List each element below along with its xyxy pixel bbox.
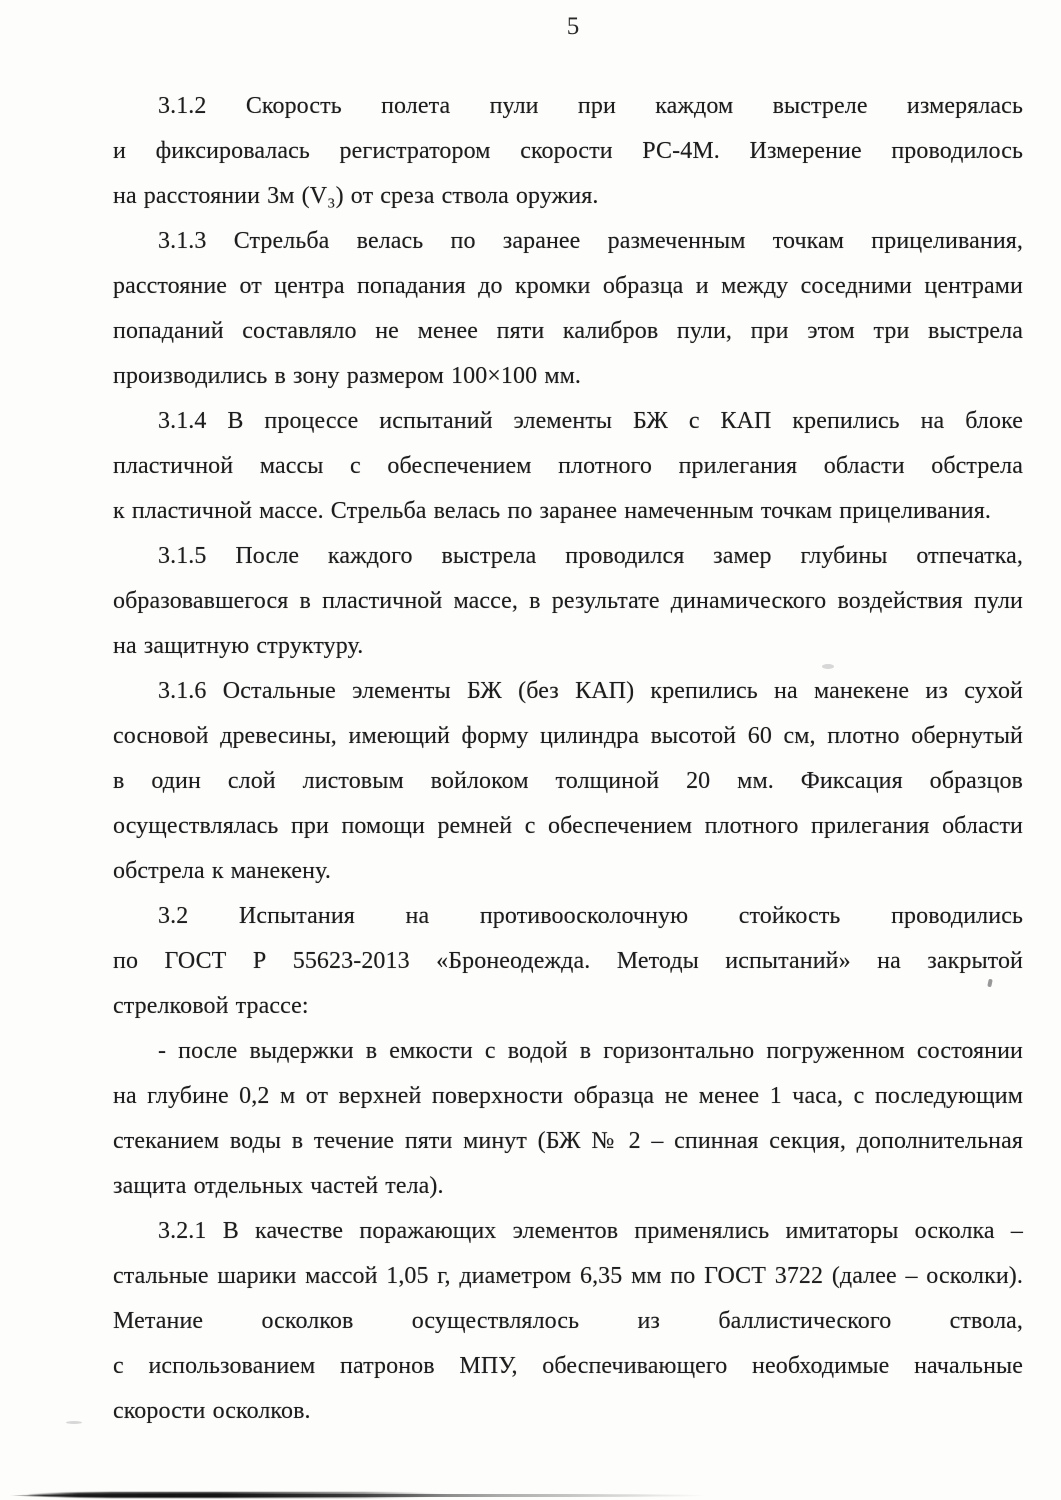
text-line: сосновой древесины, имеющий форму цилиндра высотой 60 см, плотно обернутый — [113, 723, 1023, 749]
text-line: пластичной массы с обеспечением плотного прилегания области обстрела — [113, 453, 1023, 479]
text-line: расстояние от центра попадания до кромки образца и между соседними центрами — [113, 273, 1023, 299]
text-line: защита отдельных частей тела). — [113, 1173, 444, 1199]
text-line: с использованием патронов МПУ, обеспечивающего необходимые начальные — [113, 1353, 1023, 1379]
text-line: 3.2.1 В качестве поражающих элементов применялись имитаторы осколка – — [158, 1218, 1023, 1244]
text-line: на глубине 0,2 м от верхней поверхности образца не менее 1 часа, с последующим — [113, 1083, 1023, 1109]
text-line: и фиксировалась регистратором скорости РС-4М. Измерение проводилось — [113, 138, 1023, 164]
text-line: стеканием воды в течение пяти минут (БЖ № 2 – спинная секция, дополнительная — [113, 1128, 1023, 1154]
scan-artifact-speck — [66, 1421, 82, 1424]
paragraph-3-1-2 — [113, 84, 1023, 219]
text-line: 3.1.6 Остальные элементы БЖ (без КАП) крепились на манекене из сухой — [158, 678, 1023, 704]
text-line: Метание осколков осуществлялось из баллистического ствола, — [113, 1308, 1023, 1334]
paragraph-3-1-6 — [113, 669, 1023, 894]
paragraph-dash-item-water-soak — [113, 1029, 1023, 1209]
scan-artifact-speck — [822, 664, 834, 669]
text-line: производились в зону размером 100×100 мм. — [113, 363, 582, 389]
paragraph-3-2 — [113, 894, 1023, 1029]
paragraph-3-1-3 — [113, 219, 1023, 399]
text-line: обстрела к манекену. — [113, 858, 331, 884]
text-line: в один слой листовым войлоком толщиной 20 мм. Фиксация образцов — [113, 768, 1023, 794]
text-line: образовавшегося в пластичной массе, в результате динамического воздействия пули — [113, 588, 1023, 614]
text-line: 3.1.2 Скорость полета пули при каждом выстреле измерялась — [158, 93, 1023, 119]
text-line: по ГОСТ Р 55623-2013 «Бронеодежда. Методы испытаний» на закрытой — [113, 948, 1023, 974]
text-line: скорости осколков. — [113, 1398, 311, 1424]
text-line: к пластичной массе. Стрельба велась по заранее намеченным точкам прицеливания. — [113, 498, 991, 524]
text-line: - после выдержки в емкости с водой в горизонтально погруженном состоянии — [158, 1038, 1023, 1064]
text-line: 3.1.3 Стрельба велась по заранее размеченным точкам прицеливания, — [158, 228, 1023, 254]
text-line: 3.2 Испытания на противоосколочную стойкость проводились — [158, 903, 1023, 929]
text-line: на защитную структуру. — [113, 633, 364, 659]
text-line: на расстоянии 3м (V₃) от среза ствола оружия. — [113, 183, 599, 209]
page-number: 5 — [566, 13, 580, 40]
text-line: 3.1.4 В процессе испытаний элементы БЖ с КАП крепились на блоке — [158, 408, 1023, 434]
paragraph-3-1-5 — [113, 534, 1023, 669]
document-body — [113, 84, 1023, 1434]
text-line: стрелковой трассе: — [113, 993, 309, 1019]
text-line: стальные шарики массой 1,05 г, диаметром 6,35 мм по ГОСТ 3722 (далее – осколки). — [113, 1263, 1023, 1289]
text-line: осуществлялась при помощи ремней с обеспечением плотного прилегания области — [113, 813, 1023, 839]
paragraph-3-1-4 — [113, 399, 1023, 534]
scan-artifact-bottom-streak-dark — [28, 1492, 448, 1498]
paragraph-3-2-1 — [113, 1209, 1023, 1434]
text-line: 3.1.5 После каждого выстрела проводился замер глубины отпечатка, — [158, 543, 1023, 569]
text-line: попаданий составляло не менее пяти калибров пули, при этом три выстрела — [113, 318, 1023, 344]
